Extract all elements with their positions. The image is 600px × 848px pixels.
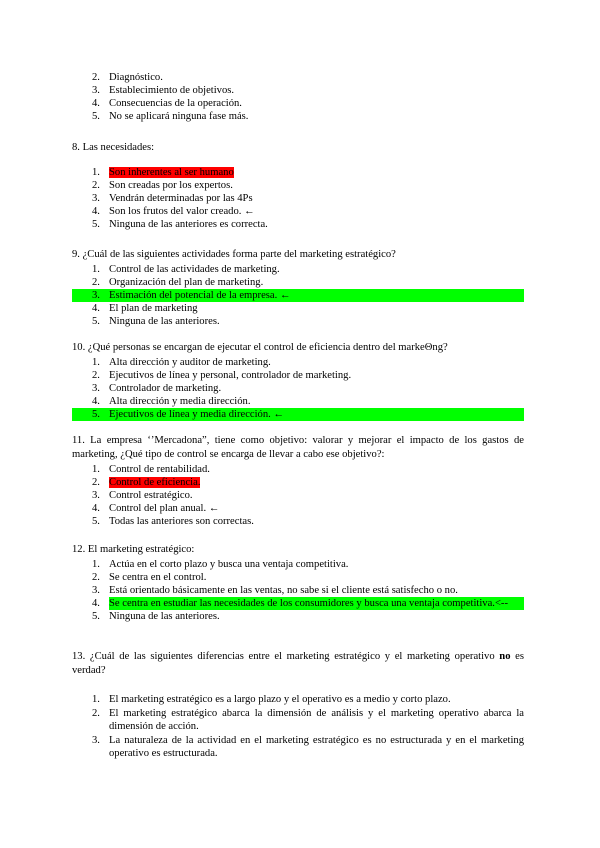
item-text: Ejecutivos de línea y personal, controlador de marketing. xyxy=(109,370,352,381)
answer-list xyxy=(72,71,524,123)
list-item xyxy=(72,110,524,123)
item-number: 3. xyxy=(92,85,100,96)
list-item xyxy=(72,179,524,192)
item-text: Se centra en el control. xyxy=(109,572,207,583)
item-text: La naturaleza de la actividad en el marketing estratégico es no estructurada y en el marketing operativo es estructurada. xyxy=(109,735,524,759)
list-item xyxy=(72,734,524,760)
item-text: Ninguna de las anteriores. xyxy=(109,611,220,622)
question-10: 10. ¿Qué personas se encargan de ejecutar el control de eficiencia dentro del markeΘng? xyxy=(72,342,448,353)
item-text-highlighted-correct: Se centra en estudiar las necesidades de los consumidores y busca una ventaja competitiva.<-- xyxy=(109,597,524,610)
list-item xyxy=(72,192,524,205)
list-item xyxy=(72,502,524,515)
question-8: 8. Las necesidades: xyxy=(72,142,155,153)
item-number: 4. xyxy=(92,503,100,514)
item-number: 2. xyxy=(92,370,100,381)
list-item xyxy=(72,489,524,502)
item-text-highlighted-correct: Estimación del potencial de la empresa. ← xyxy=(109,290,291,301)
list-item xyxy=(72,463,524,476)
list-item xyxy=(72,71,524,84)
item-text: Establecimiento de objetivos. xyxy=(109,85,235,96)
list-item xyxy=(72,610,524,623)
item-text: El plan de marketing xyxy=(109,303,198,314)
item-text: Control del plan anual. ← xyxy=(109,503,220,514)
item-text: Alta dirección y media dirección. xyxy=(109,396,251,407)
item-text: El marketing estratégico es a largo plazo y el operativo es a medio y corto plazo. xyxy=(109,694,451,705)
item-text: Control de las actividades de marketing. xyxy=(109,264,280,275)
item-number: 1. xyxy=(92,694,100,705)
list-item xyxy=(72,97,524,110)
list-item xyxy=(72,302,524,315)
item-text: Alta dirección y auditor de marketing. xyxy=(109,357,271,368)
item-text: No se aplicará ninguna fase más. xyxy=(109,111,249,122)
list-item xyxy=(72,395,524,408)
item-text: Organización del plan de marketing. xyxy=(109,277,264,288)
item-number: 3. xyxy=(92,585,100,596)
answer-list xyxy=(72,463,524,528)
item-text: Actúa en el corto plazo y busca una ventaja competitiva. xyxy=(109,559,349,570)
item-text-highlighted-correct: Ejecutivos de línea y media dirección. ← xyxy=(109,409,285,420)
item-number: 3. xyxy=(92,290,100,301)
list-item xyxy=(72,693,524,706)
list-item xyxy=(72,584,524,597)
item-text-highlighted-wrong: Son inherentes al ser humano xyxy=(109,167,234,178)
answer-list xyxy=(72,166,524,231)
question-13-text: 13. ¿Cuál de las siguientes diferencias entre el marketing estratégico y el marketing operativo xyxy=(72,651,500,662)
list-item xyxy=(72,476,524,489)
list-item xyxy=(72,515,524,528)
item-text: Está orientado básicamente en las ventas, no sabe si el cliente está satisfecho o no. xyxy=(109,585,458,596)
item-text: Controlador de marketing. xyxy=(109,383,222,394)
item-number: 1. xyxy=(92,167,100,178)
question-13 xyxy=(72,650,524,678)
item-text: Ninguna de las anteriores. xyxy=(109,316,220,327)
item-number: 2. xyxy=(92,72,100,83)
item-number: 5. xyxy=(92,611,100,622)
item-text: Vendrán determinadas por las 4Ps xyxy=(109,193,253,204)
item-number: 3. xyxy=(92,735,100,746)
answer-list xyxy=(72,558,524,623)
item-number: 4. xyxy=(92,598,100,609)
item-number: 3. xyxy=(92,193,100,204)
item-number: 1. xyxy=(92,357,100,368)
item-number: 5. xyxy=(92,219,100,230)
item-number: 2. xyxy=(92,708,100,719)
item-number: 3. xyxy=(92,490,100,501)
question-9: 9. ¿Cuál de las siguientes actividades forma parte del marketing estratégico? xyxy=(72,249,396,260)
item-number: 5. xyxy=(92,409,100,420)
item-number: 4. xyxy=(92,206,100,217)
item-text: Son creadas por los expertos. xyxy=(109,180,233,191)
list-item xyxy=(72,356,524,369)
item-number: 5. xyxy=(92,111,100,122)
list-item xyxy=(72,166,524,179)
list-item xyxy=(72,218,524,231)
list-item xyxy=(72,289,524,302)
item-text-highlighted-wrong: Control de eficiencia. xyxy=(109,477,201,488)
list-item xyxy=(72,315,524,328)
list-item xyxy=(72,382,524,395)
item-text: Control de rentabilidad. xyxy=(109,464,210,475)
item-number: 1. xyxy=(92,464,100,475)
list-item xyxy=(72,369,524,382)
list-item xyxy=(72,263,524,276)
item-number: 4. xyxy=(92,396,100,407)
answer-list xyxy=(72,263,524,328)
list-item xyxy=(72,205,524,218)
item-number: 3. xyxy=(92,383,100,394)
item-number: 5. xyxy=(92,516,100,527)
item-number: 2. xyxy=(92,277,100,288)
item-text: Todas las anteriores son correctas. xyxy=(109,516,254,527)
answer-list xyxy=(72,356,524,421)
item-text: Consecuencias de la operación. xyxy=(109,98,242,109)
item-number: 1. xyxy=(92,559,100,570)
list-item xyxy=(72,84,524,97)
list-item xyxy=(72,558,524,571)
list-item xyxy=(72,276,524,289)
question-13-emphasis: no xyxy=(499,651,511,662)
list-item xyxy=(72,707,524,733)
item-number: 4. xyxy=(92,98,100,109)
item-number: 2. xyxy=(92,572,100,583)
item-text: Control estratégico. xyxy=(109,490,193,501)
item-number: 5. xyxy=(92,316,100,327)
list-item xyxy=(72,408,524,421)
item-text: El marketing estratégico abarca la dimensión de análisis y el marketing operativo abarca la dimensión de acción. xyxy=(109,708,524,732)
answer-list xyxy=(72,693,524,760)
question-13-text-end: es verdad? xyxy=(72,651,524,676)
item-number: 1. xyxy=(92,264,100,275)
item-number: 2. xyxy=(92,180,100,191)
list-item xyxy=(72,571,524,584)
question-11: 11. La empresa ‘’Mercadona”, tiene como objetivo: valorar y mejorar el impacto de los gastos de marketing, ¿Qué tipo de control se encarga de llevar a cabo ese objetivo?: xyxy=(72,435,524,460)
question-12: 12. El marketing estratégico: xyxy=(72,544,195,555)
item-number: 2. xyxy=(92,477,100,488)
list-item xyxy=(72,597,524,610)
item-number: 4. xyxy=(92,303,100,314)
item-text: Diagnóstico. xyxy=(109,72,163,83)
item-text: Son los frutos del valor creado. ← xyxy=(109,206,255,217)
item-text: Ninguna de las anteriores es correcta. xyxy=(109,219,268,230)
